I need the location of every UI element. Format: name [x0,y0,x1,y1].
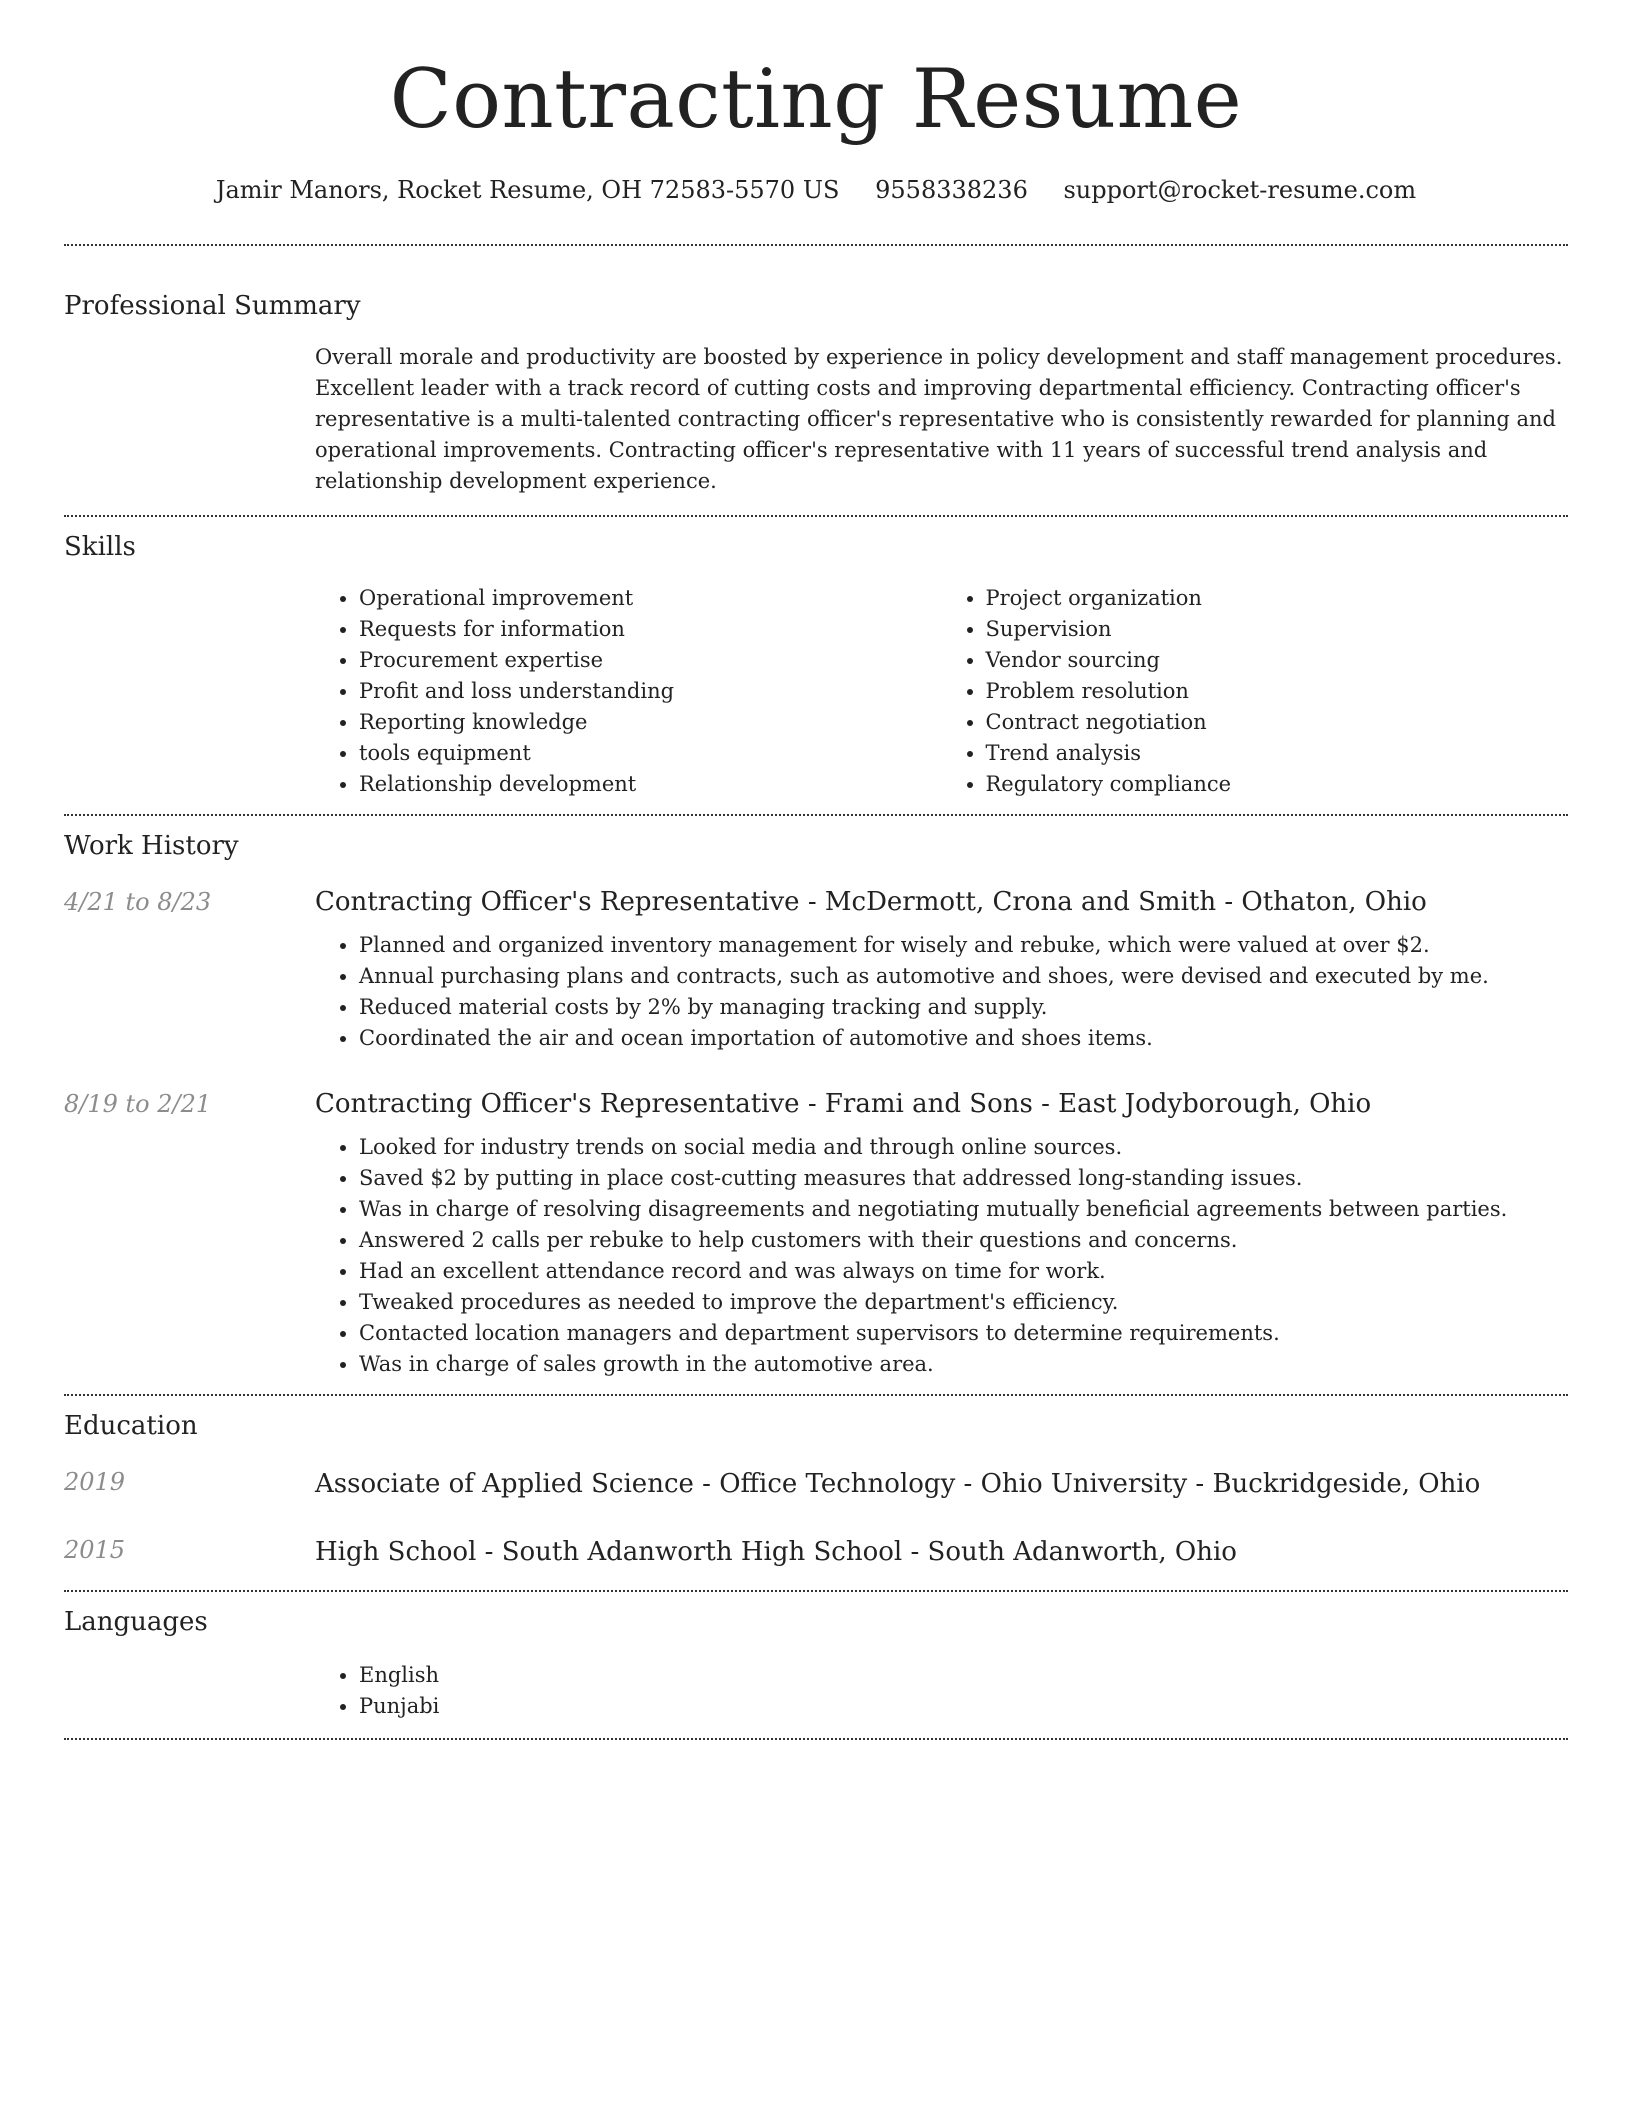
contact-phone: 9558338236 [875,176,1028,204]
language-item: • English [359,1660,1568,1691]
job-title [315,884,1568,920]
job-duty: • Had an excellent attendance record and was always on time for work. [359,1256,1568,1287]
education-degree: Associate of Applied Science [315,1469,694,1499]
job-duty: • Coordinated the air and ocean importation of automotive and shoes items. [359,1023,1568,1054]
work-history-heading: Work History [64,831,239,861]
education-entry [64,1534,1568,1570]
skill-item: • Requests for information [359,614,942,645]
skill-item: • Supervision [986,614,1569,645]
education-year: 2015 [64,1536,126,1564]
job-duties [315,1132,1568,1380]
education-details [315,1466,1568,1502]
skill-item: • Project organization [986,583,1569,614]
job-duty: • Reduced material costs by 2% by managing tracking and supply. [359,992,1568,1023]
contact-email: support@rocket-resume.com [1063,176,1417,204]
skills-column-right [942,583,1569,800]
languages-heading: Languages [64,1607,208,1637]
job-title [315,1086,1568,1122]
summary-heading: Professional Summary [64,291,361,321]
job-dates: 4/21 to 8/23 [64,888,212,916]
skill-item: • Operational improvement [359,583,942,614]
skill-item: • Problem resolution [986,676,1569,707]
job-duty: • Answered 2 calls per rebuke to help customers with their questions and concerns. [359,1225,1568,1256]
skill-item: • Profit and loss understanding [359,676,942,707]
skill-item: • tools equipment [359,738,942,769]
job-duties [315,930,1568,1054]
job-employer: - Frami and Sons - East Jodyborough, Ohio [799,1089,1372,1119]
education-heading: Education [64,1411,198,1441]
job-employer: - McDermott, Crona and Smith - Othaton, Ohio [799,887,1427,917]
contact-info [64,174,1568,206]
language-item: • Punjabi [359,1691,1568,1722]
skill-item: • Vendor sourcing [986,645,1569,676]
skill-item: • Regulatory compliance [986,769,1569,800]
job-role: Contracting Officer's Representative [315,887,800,917]
job-duty: • Annual purchasing plans and contracts, such as automotive and shoes, were devised and executed by me. [359,961,1568,992]
education-entry [64,1466,1568,1502]
contact-address: Jamir Manors, Rocket Resume, OH 72583-5570 US [215,176,840,204]
skills-list [315,583,1568,800]
education-year: 2019 [64,1468,126,1496]
resume-title: Contracting Resume [389,53,1243,147]
skill-item: • Relationship development [359,769,942,800]
skill-item: • Contract negotiation [986,707,1569,738]
skills-column-left [315,583,942,800]
job-entry [64,1086,1568,1380]
skill-item: • Trend analysis [986,738,1569,769]
education-school: - Office Technology - Ohio University - Buckridgeside, Ohio [693,1469,1481,1499]
job-duty: • Planned and organized inventory management for wisely and rebuke, which were valued at over $2. [359,930,1568,961]
skill-item: • Procurement expertise [359,645,942,676]
skills-heading: Skills [64,532,136,562]
job-duty: • Was in charge of resolving disagreements and negotiating mutually beneficial agreements between parties. [359,1194,1568,1225]
languages-list [315,1660,1568,1722]
summary-text: Overall morale and productivity are boosted by experience in policy development and staff management procedures. Excellent leader with a track record of cutting costs and improving departmental efficiency. Contracting officer's representative is a multi-talented contracting officer's representative who is consistently rewarded for planning and operational improvements. Contracting officer's representative with 11 years of successful trend analysis and relationship development experience. [315,345,1563,493]
job-duty: • Looked for industry trends on social media and through online sources. [359,1132,1568,1163]
section-divider [64,1738,1568,1740]
job-role: Contracting Officer's Representative [315,1089,800,1119]
job-duty: • Saved $2 by putting in place cost-cutting measures that addressed long-standing issues. [359,1163,1568,1194]
job-duty: • Contacted location managers and department supervisors to determine requirements. [359,1318,1568,1349]
job-entry [64,884,1568,1054]
job-dates: 8/19 to 2/21 [64,1090,212,1118]
education-degree: High School [315,1537,477,1567]
skill-item: • Reporting knowledge [359,707,942,738]
education-details [315,1534,1568,1570]
job-duty: • Tweaked procedures as needed to improve the department's efficiency. [359,1287,1568,1318]
job-duty: • Was in charge of sales growth in the automotive area. [359,1349,1568,1380]
education-school: - South Adanworth High School - South Adanworth, Ohio [476,1537,1237,1567]
